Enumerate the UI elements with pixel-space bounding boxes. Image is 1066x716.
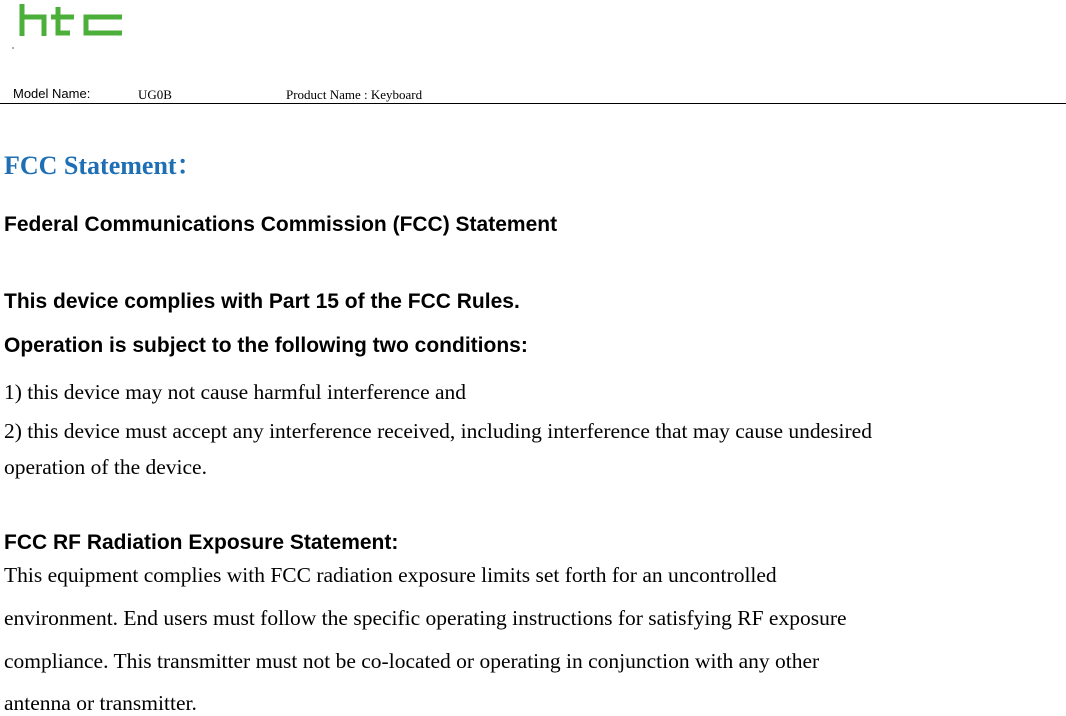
rf-exposure-heading: FCC RF Radiation Exposure Statement: [4, 531, 399, 554]
condition-1: 1) this device may not cause harmful interference and [4, 380, 467, 404]
condition-2: 2) this device must accept any interference received, including interference that may cause undesired [4, 419, 872, 443]
rf-paragraph-line: compliance. This transmitter must not be co-located or operating in conjunction with any other [4, 649, 820, 673]
complies-statement: This device complies with Part 15 of the FCC Rules. [4, 290, 520, 313]
product-name: Product Name : Keyboard [286, 87, 423, 102]
document-header [0, 86, 1066, 104]
operation-conditions: Operation is subject to the following two conditions: [4, 334, 528, 357]
rf-paragraph-line: This equipment complies with FCC radiation exposure limits set forth for an uncontrolled [4, 563, 777, 587]
header-divider [0, 103, 1066, 104]
condition-2-continued: operation of the device. [4, 455, 207, 479]
rf-paragraph-line: environment. End users must follow the specific operating instructions for satisfying RF exposure [4, 606, 847, 630]
model-name-value: UG0B [138, 87, 172, 102]
federal-communications-heading: Federal Communications Commission (FCC) Statement [4, 213, 558, 236]
fcc-statement-heading: FCC Statement： [4, 151, 203, 180]
logo-mark-dot [12, 47, 14, 49]
rf-paragraph-line: antenna or transmitter. [4, 691, 197, 715]
model-name-label: Model Name: [13, 86, 91, 101]
htc-logo [18, 2, 128, 40]
